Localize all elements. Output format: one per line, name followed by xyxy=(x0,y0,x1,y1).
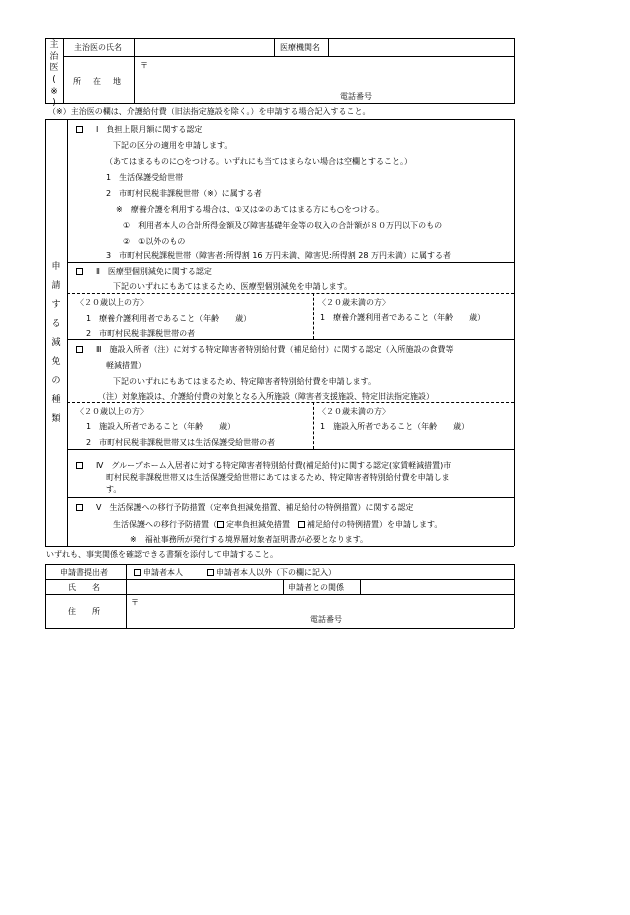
reduction-side-label: 申 請 す る 減 免 の 種 類 xyxy=(51,262,61,424)
submitter-name-field[interactable] xyxy=(128,581,281,593)
section3-left-heading: 〈２０歳以上の方〉 xyxy=(76,407,148,416)
submitter-option-self[interactable] xyxy=(134,568,183,577)
section2-left-item2[interactable]: 2 市町村民税非課税世帯の者 xyxy=(86,329,196,338)
section5-checkbox[interactable] xyxy=(76,503,85,512)
section2-right-heading: 〈２０歳未満の方〉 xyxy=(318,298,390,307)
submitter-phone-label: 電話番号 xyxy=(310,615,342,624)
section3-title: Ⅲ 施設入所者（注）に対する特定障害者特別給付費（補足給付）に関する認定（入所施設の食費等 xyxy=(96,345,454,354)
other-label: 申請者本人以外（下の欄に記入） xyxy=(216,568,336,577)
other-checkbox[interactable] xyxy=(207,569,214,576)
section1-sub1[interactable]: ① 利用者本人の合計所得金額及び障害基礎年金等の収入の合計額が８０万円以下のもの xyxy=(123,221,443,230)
physician-note: （※）主治医の欄は、介護給付費（旧法指定施設を除く。）を申請する場合記入すること。 xyxy=(48,107,371,116)
institution-field[interactable] xyxy=(330,40,512,54)
section3-left-item2[interactable]: 2 市町村民税非課税世帯又は生活保護受給世帯の者 xyxy=(86,438,276,447)
submitter-name-label: 氏 名 xyxy=(68,583,100,592)
relation-field[interactable] xyxy=(362,581,512,593)
supplementary-checkbox[interactable] xyxy=(298,521,305,528)
self-label: 申請者本人 xyxy=(143,568,183,577)
section3-right-heading: 〈２０歳未満の方〉 xyxy=(318,407,390,416)
section4-title-cont2: す。 xyxy=(106,485,122,494)
section2-left-heading: 〈２０歳以上の方〉 xyxy=(76,298,148,307)
section1-checkbox[interactable] xyxy=(76,125,85,134)
submitter-option-other[interactable] xyxy=(207,568,336,577)
relation-label: 申請者との関係 xyxy=(288,583,344,592)
section5-note: ※ 福祉事務所が発行する境界層対象者証明書が必要となります。 xyxy=(130,535,369,544)
fixed-rate-label: 定率負担減免措置 xyxy=(226,520,298,529)
submitter-address-label: 住 所 xyxy=(68,607,100,616)
section3-title-cont: 軽減措置） xyxy=(106,361,146,370)
section3-left-item1[interactable]: 1 施設入所者であること（年齢 歳） xyxy=(86,422,236,431)
section1-line1: 下記の区分の適用を申請します。 xyxy=(113,141,233,150)
section2-left-item1[interactable]: 1 療養介護利用者であること（年齢 歳） xyxy=(86,314,252,323)
section5-line1-suffix: 補足給付の特例措置）を申請します。 xyxy=(307,520,443,529)
section4-checkbox[interactable] xyxy=(76,461,85,470)
section1-item2[interactable]: 2 市町村民税非課税世帯（※）に属する者 xyxy=(106,189,262,198)
section3-right-item1[interactable]: 1 施設入所者であること（年齢 歳） xyxy=(320,422,470,431)
section2-title: Ⅱ 医療型個別減免に関する認定 xyxy=(96,267,212,276)
physician-name-field[interactable] xyxy=(136,40,272,54)
section1-title: Ⅰ 負担上限月額に関する認定 xyxy=(96,125,203,134)
section3-line1: 下記のいずれにもあてはまるため、特定障害者特別給付費を申請します。 xyxy=(113,377,377,386)
section4-title-cont: 町村民税非課税世帯又は生活保護受給世帯にあてはまるため、特定障害者特別給付費を申請しま xyxy=(106,473,450,482)
section5-line1-prefix: 生活保護への移行予防措置（ xyxy=(113,520,217,529)
section1-note: ※ 療養介護を利用する場合は、①又は②のあてはまる方にも○をつける。 xyxy=(116,205,385,214)
physician-name-label: 主治医の氏名 xyxy=(74,43,122,52)
physician-side-label: 主 治 医 ( ※ ) xyxy=(49,40,59,109)
documents-note: いずれも、事実関係を確認できる書類を添付して申請すること。 xyxy=(46,550,278,559)
section5-title: Ⅴ 生活保護への移行予防措置（定率負担減免措置、補足給付の特例措置）に関する認定 xyxy=(96,503,414,512)
institution-label: 医療機関名 xyxy=(280,43,320,52)
section3-checkbox[interactable] xyxy=(76,345,85,354)
section2-right-item1[interactable]: 1 療養介護利用者であること（年齢 歳） xyxy=(320,313,486,322)
section1-item3[interactable]: 3 市町村民税課税世帯（障害者:所得割 16 万円未満、障害児:所得割 28 万円未満）に属する者 xyxy=(106,251,452,260)
physician-address-field[interactable] xyxy=(136,58,512,88)
physician-address-label: 所 在 地 xyxy=(73,77,123,86)
section3-line2: （注）対象施設は、介護給付費の対象となる入所施設（障害者支援施設、特定旧法指定施設） xyxy=(98,392,434,401)
submitter-label: 申請書提出者 xyxy=(60,568,108,577)
self-checkbox[interactable] xyxy=(134,569,141,576)
section1-item1[interactable]: 1 生活保護受給世帯 xyxy=(106,173,184,182)
section2-checkbox[interactable] xyxy=(76,267,85,276)
section2-line1: 下記のいずれにもあてはまるため、医療型個別減免を申請します。 xyxy=(113,282,353,291)
section4-title: Ⅳ グループホーム入居者に対する特定障害者特別給付費(補足給付)に関する認定(家賃軽減措置)市 xyxy=(96,461,452,470)
physician-phone-field[interactable] xyxy=(378,90,510,102)
section1-sub2[interactable]: ② ①以外のもの xyxy=(123,237,186,246)
physician-phone-label: 電話番号 xyxy=(340,92,372,101)
fixed-rate-checkbox[interactable] xyxy=(217,521,224,528)
submitter-postal-mark: 〒 xyxy=(131,598,139,607)
physician-postal-mark: 〒 xyxy=(140,61,148,70)
section5-line1 xyxy=(113,520,442,529)
section1-line2: （あてはまるものに○をつける。いずれにも当てはまらない場合は空欄とすること。） xyxy=(105,157,412,166)
